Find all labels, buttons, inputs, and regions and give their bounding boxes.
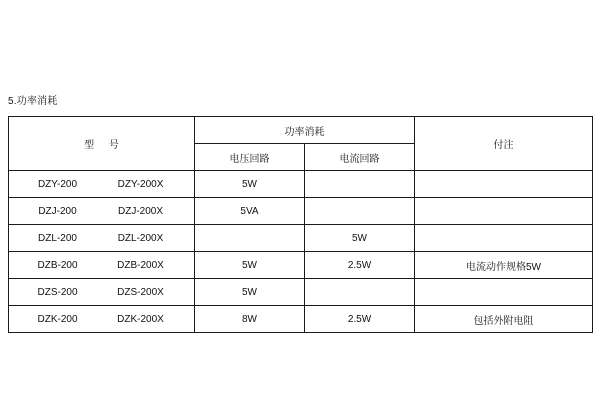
table-row bbox=[9, 171, 593, 198]
table-row bbox=[9, 279, 593, 306]
cell-current-circuit: 2.5W bbox=[305, 306, 415, 333]
cell-note: 包括外附电阻 bbox=[415, 306, 593, 333]
cell-current-circuit: 5W bbox=[305, 225, 415, 252]
cell-current-circuit bbox=[305, 279, 415, 306]
cell-current-circuit: 2.5W bbox=[305, 252, 415, 279]
cell-current-circuit bbox=[305, 171, 415, 198]
power-consumption-table-wrapper bbox=[8, 116, 592, 333]
table-header bbox=[9, 117, 593, 171]
cell-model-a: DZY-200 bbox=[37, 178, 78, 190]
cell-model-a: DZJ-200 bbox=[38, 205, 77, 217]
header-current-circuit: 电流回路 bbox=[305, 144, 415, 171]
cell-model-b: DZL-200X bbox=[117, 232, 164, 244]
table-body bbox=[9, 171, 593, 333]
table-row bbox=[9, 225, 593, 252]
cell-model-b: DZY-200X bbox=[117, 178, 164, 190]
table-row bbox=[9, 198, 593, 225]
cell-model bbox=[9, 225, 195, 252]
power-consumption-table bbox=[8, 116, 593, 333]
cell-model bbox=[9, 279, 195, 306]
cell-voltage-circuit: 5W bbox=[195, 279, 305, 306]
cell-model bbox=[9, 252, 195, 279]
cell-note: 电流动作规格5W bbox=[415, 252, 593, 279]
cell-model-b: DZB-200X bbox=[117, 259, 164, 271]
cell-note bbox=[415, 225, 593, 252]
cell-voltage-circuit: 5W bbox=[195, 252, 305, 279]
cell-voltage-circuit: 5W bbox=[195, 171, 305, 198]
table-row bbox=[9, 252, 593, 279]
cell-model-a: DZB-200 bbox=[37, 259, 78, 271]
cell-model bbox=[9, 171, 195, 198]
header-model bbox=[9, 117, 195, 171]
table-header-row-1 bbox=[9, 117, 593, 144]
cell-model bbox=[9, 198, 195, 225]
cell-model-a: DZS-200 bbox=[37, 286, 78, 298]
cell-voltage-circuit: 5VA bbox=[195, 198, 305, 225]
cell-voltage-circuit bbox=[195, 225, 305, 252]
cell-note bbox=[415, 198, 593, 225]
header-power-group: 功率消耗 bbox=[195, 117, 415, 144]
header-note: 付注 bbox=[415, 117, 593, 171]
cell-model-b: DZK-200X bbox=[117, 313, 164, 325]
cell-voltage-circuit: 8W bbox=[195, 306, 305, 333]
cell-note bbox=[415, 279, 593, 306]
header-voltage-circuit: 电压回路 bbox=[195, 144, 305, 171]
section-title: 5.功率消耗 bbox=[8, 96, 58, 107]
cell-model-b: DZS-200X bbox=[117, 286, 164, 298]
cell-current-circuit bbox=[305, 198, 415, 225]
header-model-label: 型 号 bbox=[84, 140, 125, 151]
cell-note bbox=[415, 171, 593, 198]
table-row bbox=[9, 306, 593, 333]
cell-model-a: DZL-200 bbox=[38, 232, 77, 244]
cell-model bbox=[9, 306, 195, 333]
cell-model-b: DZJ-200X bbox=[117, 205, 163, 217]
cell-model-a: DZK-200 bbox=[37, 313, 78, 325]
